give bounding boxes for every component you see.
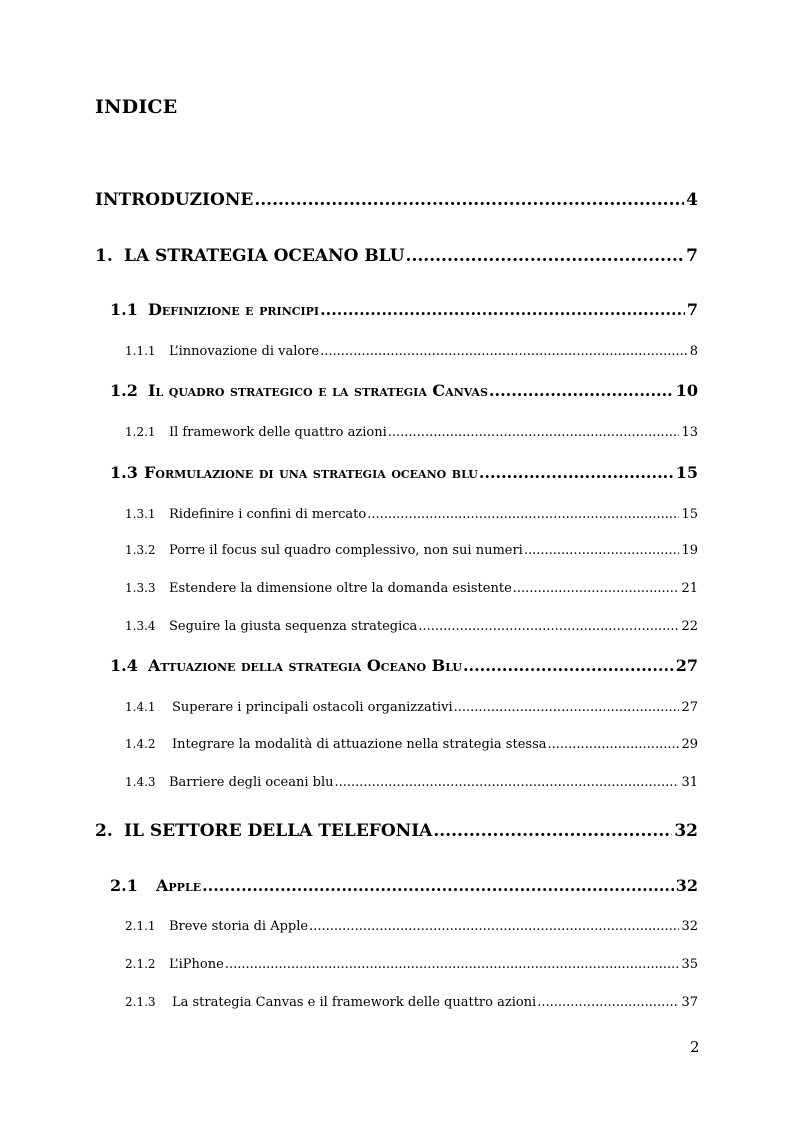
toc-entry-page: 19 [681,543,698,558]
toc-entry-number: 1.4 [110,656,138,675]
toc-entry-number: 1.3.3 [125,581,156,595]
toc-dot-leader [454,700,680,715]
toc-entry-page: 29 [681,737,698,752]
toc-entry-page: 15 [675,463,698,482]
toc-entry-title: LA STRATEGIA OCEANO BLU [124,246,405,266]
toc-entry-page: 21 [681,581,698,596]
toc-entry[interactable] [125,581,698,596]
toc-entry-number: 2.1.1 [125,919,156,933]
toc-entry-number: 1.2.1 [125,425,156,439]
toc-entry-number: 2.1 [110,876,138,895]
toc-dot-leader [388,425,680,440]
toc-entry-number: 2.1.3 [125,995,156,1009]
toc-dot-leader [418,619,679,634]
toc-entry-number: 1.4.3 [125,775,156,789]
toc-entry[interactable] [125,619,698,634]
toc-entry[interactable] [125,957,698,972]
toc-entry-number: 1.3 [110,463,138,482]
toc-entry[interactable] [125,919,698,934]
toc-dot-leader [225,957,680,972]
toc-dot-leader [254,190,684,210]
toc-entry[interactable] [125,507,698,522]
toc-entry[interactable] [110,656,698,675]
toc-entry-title: Integrare la modalità di attuazione nella strategia stessa [172,737,547,752]
toc-entry[interactable] [125,543,698,558]
toc-entry-number: 1.2 [110,381,138,400]
toc-entry-page: 15 [681,507,698,522]
toc-entry[interactable] [125,344,698,359]
toc-entry-title: Formulazione di una strategia oceano blu [144,463,478,482]
toc-entry-title: Porre il focus sul quadro complessivo, non sui numeri [169,543,523,558]
toc-entry-page: 27 [675,656,698,675]
toc-entry-page: 37 [681,995,698,1010]
toc-dot-leader [309,919,679,934]
toc-entry-title: Ridefinire i confini di mercato [169,507,367,522]
toc-entry[interactable] [95,190,698,210]
toc-entry-title: Il quadro strategico e la strategia Canvas [148,381,488,400]
toc-entry[interactable] [125,995,698,1010]
page-number: 2 [690,1038,700,1056]
toc-dot-leader [489,381,674,400]
toc-entry-title: Attuazione della strategia Oceano Blu [148,656,462,675]
toc-entry[interactable] [125,737,698,752]
toc-dot-leader [433,821,672,841]
toc-dot-leader [406,246,685,266]
toc-entry[interactable] [95,821,698,841]
toc-entry-page: 4 [686,190,698,210]
toc-entry[interactable] [125,775,698,790]
toc-entry-page: 7 [686,300,698,319]
toc-entry-page: 8 [689,344,698,359]
toc-entry-page: 10 [675,381,698,400]
toc-entry-page: 13 [681,425,698,440]
toc-entry[interactable] [110,300,698,319]
toc-entry-number: 2. [95,821,113,841]
toc-entry[interactable] [110,463,698,482]
toc-dot-leader [548,737,680,752]
toc-entry-page: 22 [681,619,698,634]
toc-entry-number: 1.4.1 [125,700,156,714]
toc-entry-title: IL SETTORE DELLA TELEFONIA [124,821,433,841]
toc-entry[interactable] [95,246,698,266]
toc-entry-title: La strategia Canvas e il framework delle quattro azioni [172,995,537,1010]
toc-entry-page: 32 [674,821,698,841]
toc-entry[interactable] [125,425,698,440]
toc-entry-page: 32 [675,876,698,895]
toc-entry-title: Definizione e principi [148,300,320,319]
toc-entry-number: 2.1.2 [125,957,156,971]
toc-dot-leader [513,581,680,596]
toc-entry-page: 31 [681,775,698,790]
toc-entry-title: Breve storia di Apple [169,919,309,934]
toc-dot-leader [320,300,685,319]
toc-entry-title: Il framework delle quattro azioni [169,425,387,440]
toc-entry[interactable] [125,700,698,715]
toc-entry-page: 7 [686,246,698,266]
toc-entry-page: 35 [681,957,698,972]
toc-entry-title: L’innovazione di valore [169,344,320,359]
toc-entry[interactable] [110,381,698,400]
toc-entry[interactable] [110,876,698,895]
toc-entry-number: 1.3.4 [125,619,156,633]
toc-entry-title: Apple [156,876,202,895]
toc-dot-leader [202,876,674,895]
toc-entry-title: Seguire la giusta sequenza strategica [169,619,418,634]
toc-dot-leader [320,344,688,359]
toc-entry-page: 27 [681,700,698,715]
toc-entry-number: 1. [95,246,113,266]
toc-dot-leader [537,995,679,1010]
toc-dot-leader [367,507,679,522]
toc-dot-leader [463,656,674,675]
toc-entry-title: Superare i principali ostacoli organizzativi [172,700,453,715]
toc-heading: INDICE [95,96,178,118]
toc-entry-page: 32 [681,919,698,934]
toc-entry-title: Barriere degli oceani blu [169,775,334,790]
toc-entry-number: 1.1 [110,300,138,319]
toc-entry-title: L’iPhone [169,957,224,972]
toc-dot-leader [334,775,679,790]
toc-entry-title: Estendere la dimensione oltre la domanda esistente [169,581,512,596]
toc-entry-number: 1.1.1 [125,344,156,358]
toc-dot-leader [524,543,680,558]
toc-entry-number: 1.3.1 [125,507,156,521]
toc-entry-title: INTRODUZIONE [95,190,254,210]
toc-dot-leader [479,463,674,482]
toc-entry-number: 1.3.2 [125,543,156,557]
toc-entry-number: 1.4.2 [125,737,156,751]
